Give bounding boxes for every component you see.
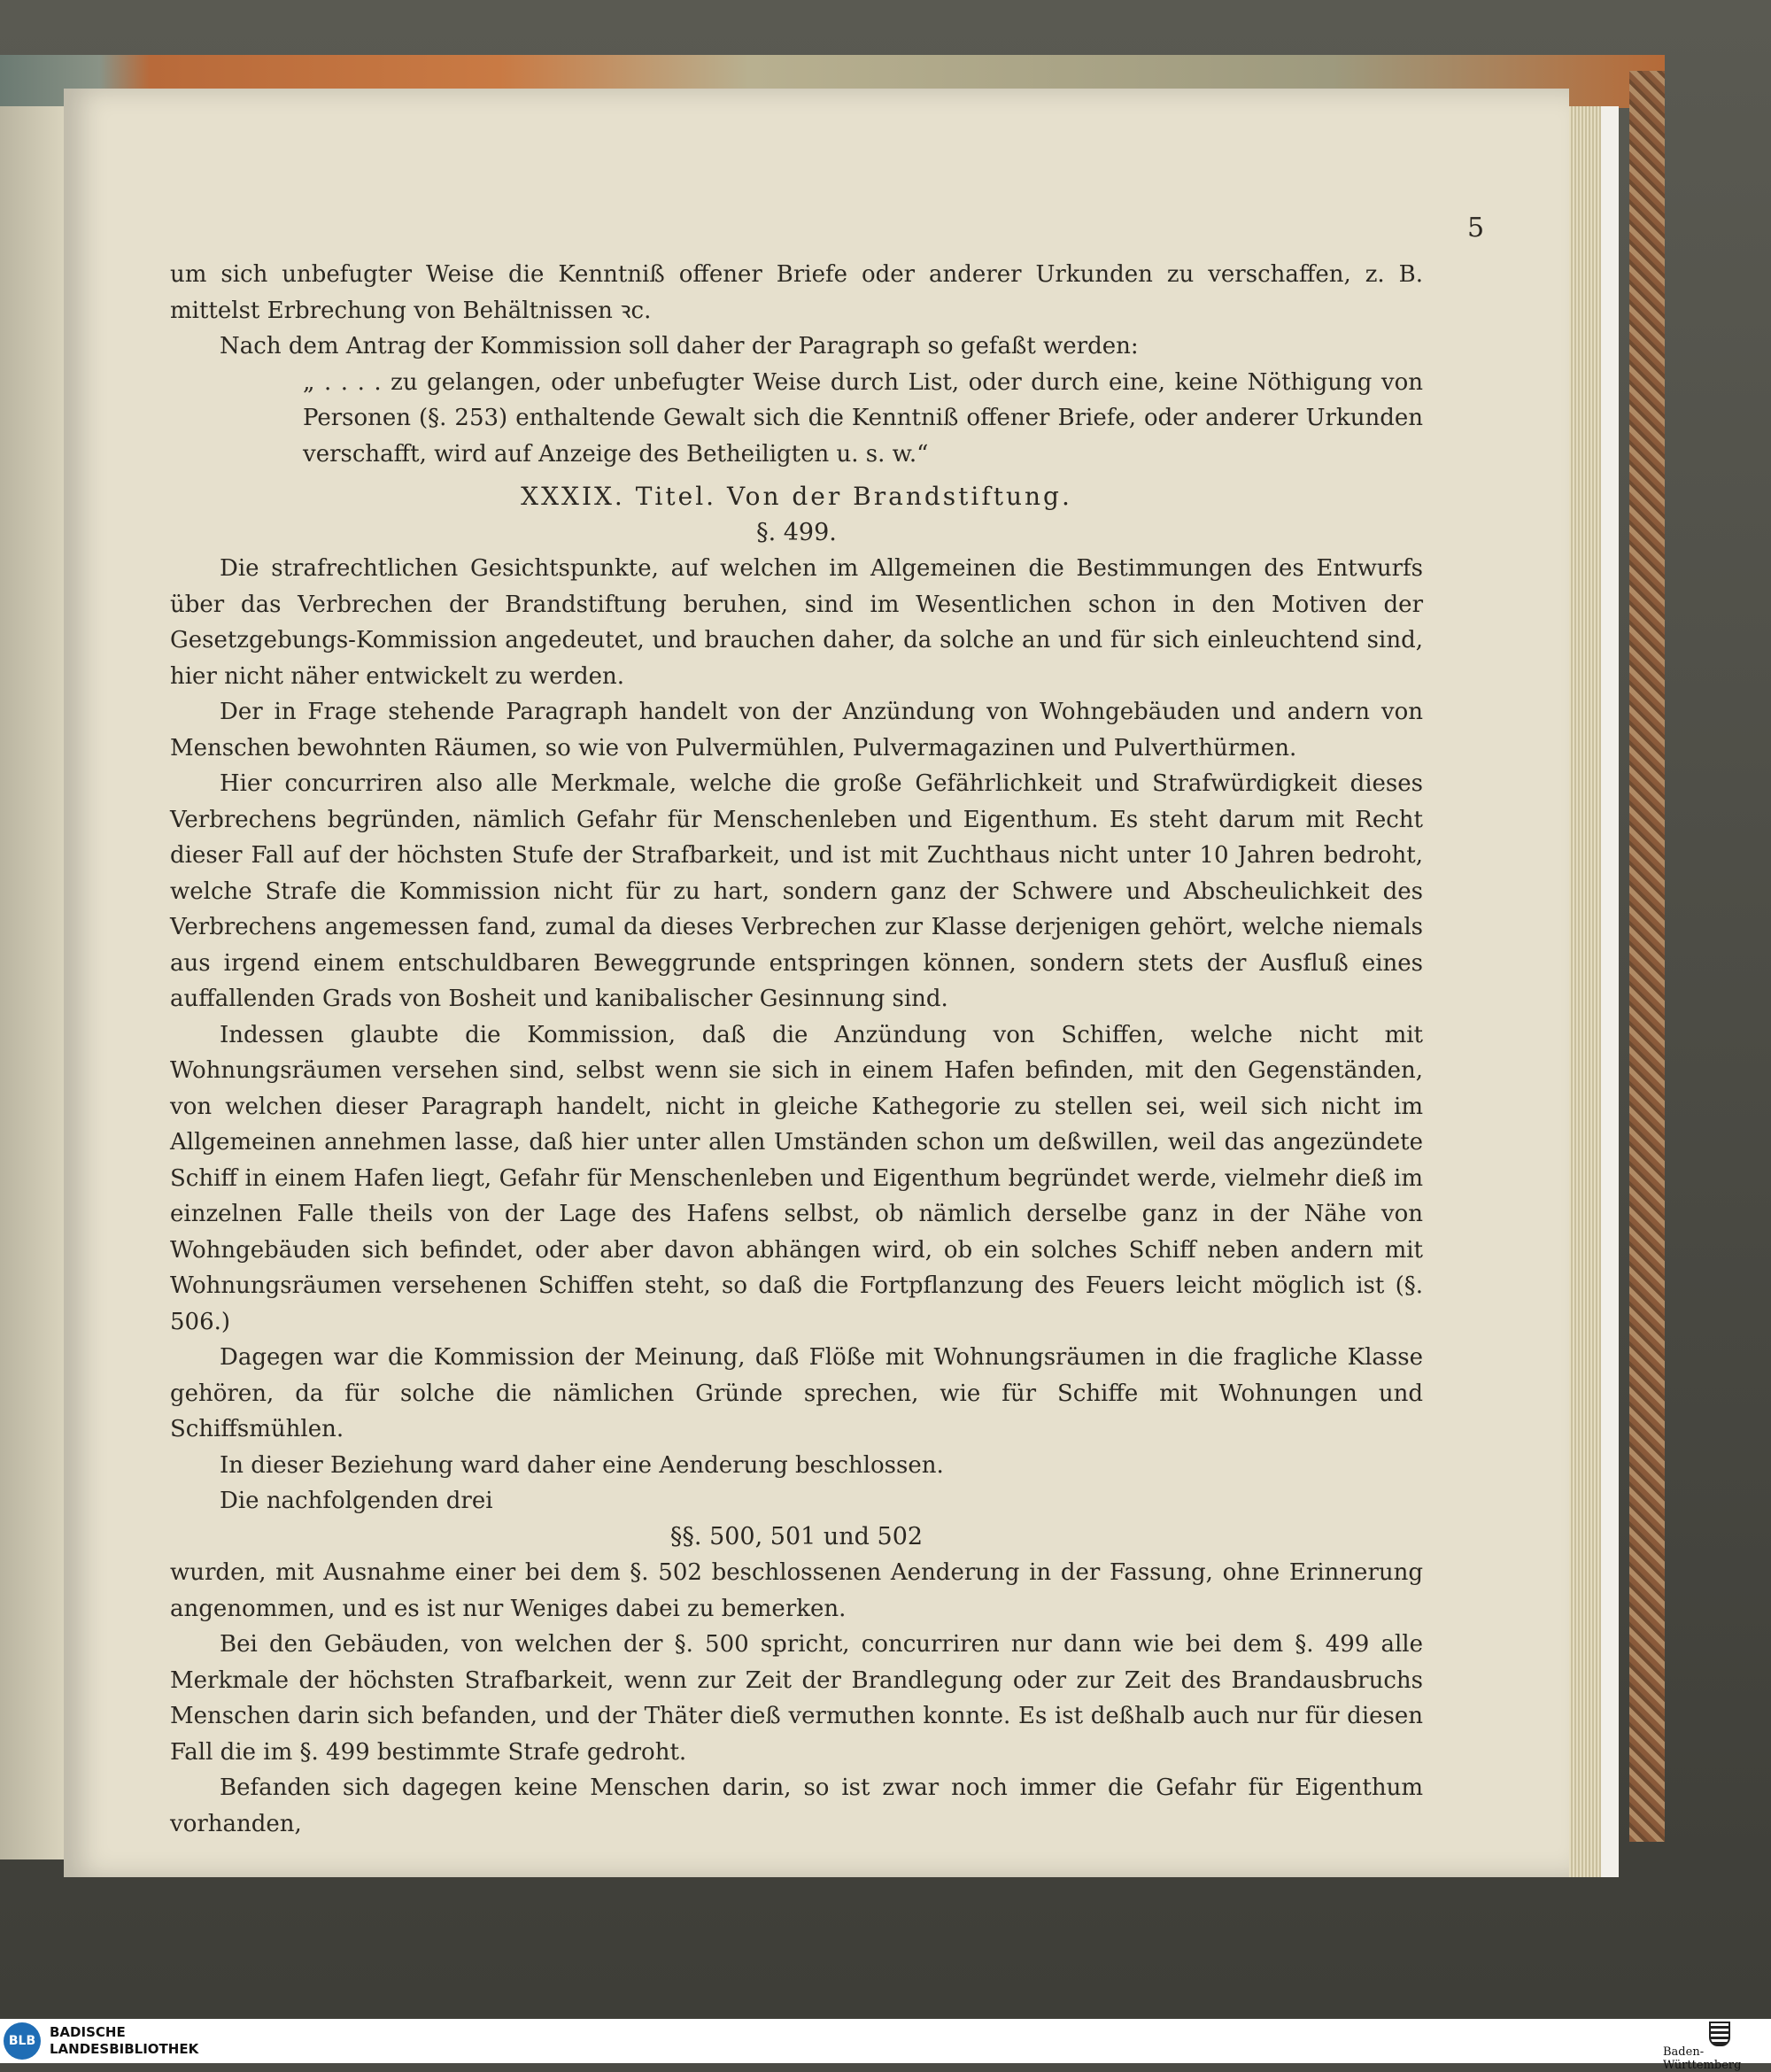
library-name-line1: BADISCHE <box>50 2024 126 2040</box>
blb-logo[interactable]: BLB <box>4 2022 41 2060</box>
paragraph: Nach dem Antrag der Kommission soll daher der Paragraph so gefaßt werden: <box>220 333 1139 360</box>
paragraph: um sich unbefugter Weise die Kenntniß offener Briefe oder anderer Urkunden zu verschaffen, z. B. mittelst Erbrechung von Behältnissen ꝛc. <box>170 261 1423 324</box>
section-heading: §§. 500, 501 und 502 <box>669 1522 924 1550</box>
book-page <box>64 89 1569 1877</box>
library-name-line2: LANDESBIBLIOTHEK <box>50 2041 199 2057</box>
viewer-footer <box>0 2019 1771 2072</box>
library-name <box>50 2024 198 2058</box>
paragraph: Die nachfolgenden drei <box>220 1488 493 1514</box>
quoted-paragraph: „ . . . . zu gelangen, oder unbefugter Weise durch List, oder durch eine, keine Nöthigung von Personen (§. 253) enthaltende Gewalt sich die Kenntniß offener Briefe, oder anderer Urkunden verschafft, wird auf Anzeige des Betheiligten u. s. w.“ <box>303 368 1423 468</box>
left-page-edge <box>0 106 66 1859</box>
paragraph: Die strafrechtlichen Gesichtspunkte, auf welchen im Allgemeinen die Bestimmungen des Entwurfs über das Verbrechen der Brandstiftung beruhen, sind im Wesentlichen schon in den Motiven der Gesetzgebungs-Kommission angedeutet, und brauchen daher, da solche an und für sich einleuchtend sind, hier nicht näher entwickelt zu werden. <box>170 555 1423 690</box>
state-crest-icon <box>1709 2022 1730 2046</box>
book-cover-right <box>1629 71 1665 1842</box>
paragraph: Befanden sich dagegen keine Menschen darin, so ist zwar noch immer die Gefahr für Eigenthum vorhanden, <box>170 1774 1423 1837</box>
page-text <box>170 257 1423 1842</box>
white-page-edge <box>1601 106 1619 1877</box>
paragraph: In dieser Beziehung ward daher eine Aenderung beschlossen. <box>220 1451 944 1479</box>
paragraph: Dagegen war die Kommission der Meinung, daß Flöße mit Wohnungsräumen in die fragliche Klasse gehören, da für solche die nämlichen Gründe sprechen, wie für Schiffe mit Wohnungen und Schiffsmühlen. <box>170 1344 1423 1442</box>
page-number: 5 <box>1467 213 1485 244</box>
title-heading: XXXIX. Titel. Von der Brandstiftung. <box>521 482 1072 511</box>
paragraph: Hier concurriren also alle Merkmale, welche die große Gefährlichkeit und Strafwürdigkeit dieses Verbrechens begründen, nämlich Gefahr für Menschenleben und Eigenthum. Es steht darum mit Recht dieser Fall auf der höchsten Stufe der Strafbarkeit, und ist mit Zuchthaus nicht unter 10 Jahren bedroht, welche Strafe die Kommission nicht für zu hart, sondern ganz der Schwere und Abscheulichkeit des Verbrechens angemessen fand, zumal da dieses Verbrechen zur Klasse derjenigen gehört, welche niemals aus irgend einem entschuldbaren Beweggrunde entspringen können, sondern stets der Ausfluß eines auffallenden Grads von Bosheit und kanibalischer Gesinnung sind. <box>170 770 1423 1012</box>
paragraph: Indessen glaubte die Kommission, daß die Anzündung von Schiffen, welche nicht mit Wohnungsräumen versehen sind, selbst wenn sie sich in einem Hafen befinden, mit den Gegenständen, von welchen dieser Paragraph handelt, nicht in gleiche Kathegorie zu stellen sei, weil sich nicht im Allgemeinen annehmen lasse, daß hier unter allen Umständen schon um deßwillen, weil das angezündete Schiff in einem Hafen liegt, Gefahr für Menschenleben und Eigenthum begründet werde, vielmehr dieß im einzelnen Falle theils von der Lage des Hafens selbst, ob nämlich derselbe ganz in der Nähe von Wohngebäuden sich befindet, oder aber davon abhängen wird, ob ein solches Schiff neben andern mit Wohnungsräumen versehenen Schiffen steht, so daß die Fortpflanzung des Feuers leicht möglich ist (§. 506.) <box>170 1021 1423 1335</box>
state-label: Baden-Württemberg <box>1663 2045 1742 2072</box>
paragraph: Der in Frage stehende Paragraph handelt von der Anzündung von Wohngebäuden und andern von Menschen bewohnten Räumen, so wie von Pulvermühlen, Pulvermagazinen und Pulverthürmen. <box>170 699 1423 762</box>
paragraph: wurden, mit Ausnahme einer bei dem §. 502 beschlossenen Aenderung in der Fassung, ohne Erinnerung angenommen, und es ist nur Weniges dabei zu bemerken. <box>170 1559 1423 1622</box>
paragraph: Bei den Gebäuden, von welchen der §. 500 spricht, concurriren nur dann wie bei dem §. 499 alle Merkmale der höchsten Strafbarkeit, wenn zur Zeit der Brandlegung oder zur Zeit des Brandausbruchs Menschen darin sich befanden, und der Thäter dieß vermuthen konnte. Es ist deßhalb auch nur für diesen Fall die im §. 499 bestimmte Strafe gedroht. <box>170 1631 1423 1766</box>
section-heading: §. 499. <box>756 518 837 546</box>
